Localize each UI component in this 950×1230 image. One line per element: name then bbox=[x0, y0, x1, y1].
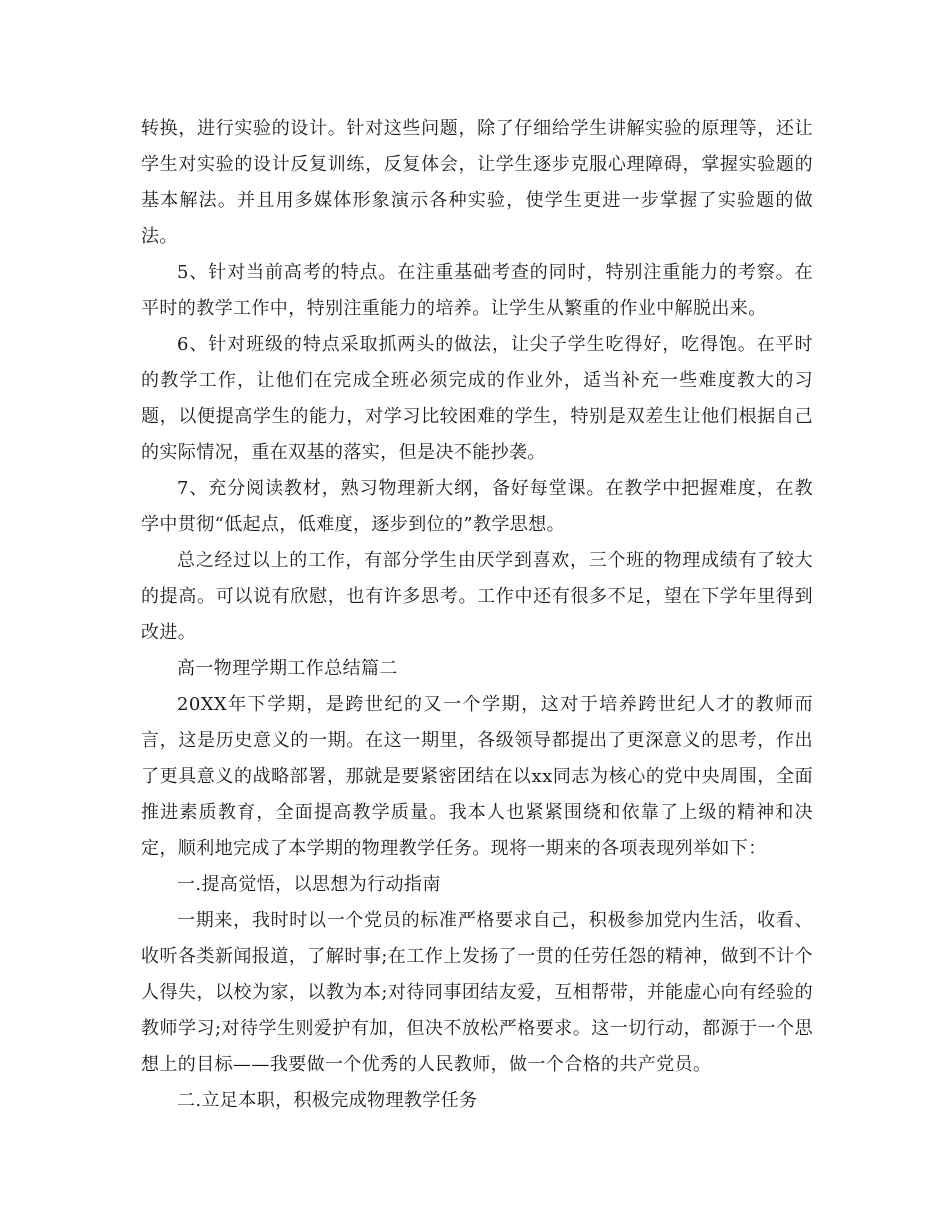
paragraph-item-5: 5、针对当前高考的特点。在注重基础考查的同时，特别注重能力的考察。在平时的教学工作中，特别注重能力的培养。让学生从繁重的作业中解脱出来。 bbox=[141, 262, 813, 319]
paragraph-item-7: 7、充分阅读教材，熟习物理新大纲，备好每堂课。在教学中把握难度，在教学中贯彻“低起点，低难度，逐步到位的”教学思想。 bbox=[141, 478, 813, 535]
paragraph-item-6: 6、针对班级的特点采取抓两头的做法，让尖子学生吃得好，吃得饱。在平时的教学工作，让他们在完成全班必须完成的作业外，适当补充一些难度教大的习题，以便提高学生的能力，对学习比较困难的学生，特别是双差生让他们根据自己的实际情况，重在双基的落实，但是决不能抄袭。 bbox=[141, 334, 813, 463]
document-body bbox=[141, 111, 813, 1119]
paragraph-ideology: 一期来，我时时以一个党员的标准严格要求自己，积极参加党内生活，收看、收听各类新闻报道，了解时事;在工作上发扬了一贯的任劳任怨的精神，做到不计个人得失，以校为家，以教为本;对待同事团结友爱，互相帮带，并能虚心向有经验的教师学习;对待学生则爱护有加，但决不放松严格要求。这一切行动，都源于一个思想上的目标——我要做一个优秀的人民教师，做一个合格的共产党员。 bbox=[141, 910, 813, 1075]
paragraph-intro: 20XX年下学期，是跨世纪的又一个学期，这对于培养跨世纪人才的教师而言，这是历史意义的一期。在这一期里，各级领导都提出了更深意义的思考，作出了更具意义的战略部署，那就是要紧密团结在以xx同志为核心的党中央周围，全面推进素质教育，全面提高教学质量。我本人也紧紧围绕和依靠了上级的精神和决定，顺利地完成了本学期的物理教学任务。现将一期来的各项表现列举如下： bbox=[141, 694, 813, 859]
section-title: 高一物理学期工作总结篇二 bbox=[177, 658, 398, 679]
paragraph-summary: 总之经过以上的工作，有部分学生由厌学到喜欢，三个班的物理成绩有了较大的提高。可以说有欣慰，也有许多思考。工作中还有很多不足，望在下学年里得到改进。 bbox=[141, 550, 813, 643]
paragraph-continuation: 转换，进行实验的设计。针对这些问题，除了仔细给学生讲解实验的原理等，还让学生对实验的设计反复训练，反复体会，让学生逐步克服心理障碍，掌握实验题的基本解法。并且用多媒体形象演示各种实验，使学生更进一步掌握了实验题的做法。 bbox=[141, 118, 813, 247]
subheading-one: 一.提高觉悟，以思想为行动指南 bbox=[177, 874, 441, 895]
subheading-two: 二.立足本职，积极完成物理教学任务 bbox=[177, 1090, 478, 1111]
